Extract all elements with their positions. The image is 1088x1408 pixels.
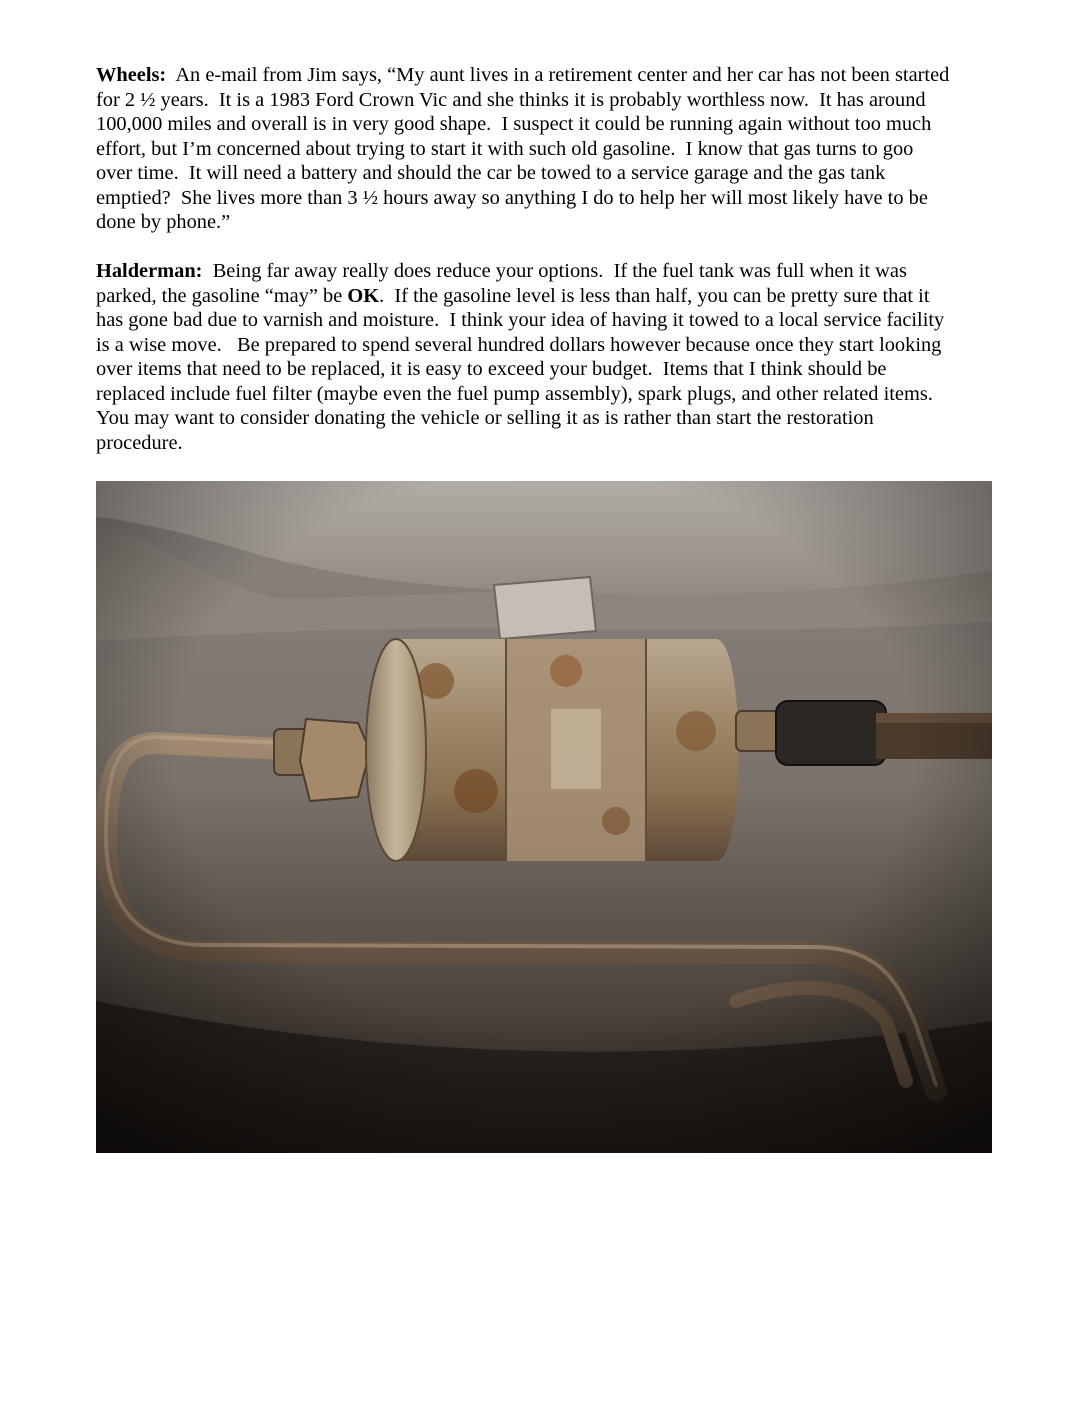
answer-line-4: is a wise move. Be prepared to spend several hundred dollars however because once they start looking: [96, 333, 942, 356]
question-line-2: for 2 ½ years. It is a 1983 Ford Crown Vic and she thinks it is probably worthless now. It has around: [96, 88, 926, 111]
answer-line-3: has gone bad due to varnish and moisture. I think your idea of having it towed to a local service facility: [96, 309, 945, 331]
question-line-4: effort, but I’m concerned about trying to start it with such old gasoline. I know that gas turns to goo: [96, 137, 914, 160]
question-line-1: Wheels: An e-mail from Jim says, “My aunt lives in a retirement center and her car has not been started: [96, 64, 950, 86]
question-line-7: done by phone.”: [96, 211, 231, 233]
question-line-5: over time. It will need a battery and should the car be towed to a service garage and the gas tank: [96, 162, 886, 184]
answer-line-1: Halderman: Being far away really does reduce your options. If the fuel tank was full when it was: [96, 260, 907, 282]
ok-emphasis: OK: [347, 284, 380, 307]
answer-line-2: parked, the gasoline “may” be OK. If the gasoline level is less than half, you can be pretty sure that it: [96, 284, 930, 307]
answer-line-6: replaced include fuel filter (maybe even the fuel pump assembly), spark plugs, and other related items.: [96, 382, 933, 405]
fuel-filter-photo: [96, 481, 992, 1153]
question-line-3: 100,000 miles and overall is in very good shape. I suspect it could be running again without too much: [96, 113, 932, 135]
question-line-6: emptied? She lives more than 3 ½ hours away so anything I do to help her will most likely have to be: [96, 186, 928, 209]
question-paragraph: [96, 63, 996, 235]
answer-line-8: procedure.: [96, 431, 183, 454]
answer-line-5: over items that need to be replaced, it is easy to exceed your budget. Items that I think should be: [96, 358, 887, 380]
answer-paragraph: [96, 259, 996, 455]
speaker-wheels: Wheels:: [96, 64, 167, 86]
speaker-halderman: Halderman:: [96, 260, 203, 282]
answer-line-7: You may want to consider donating the vehicle or selling it as is rather than start the restoration: [96, 407, 874, 429]
